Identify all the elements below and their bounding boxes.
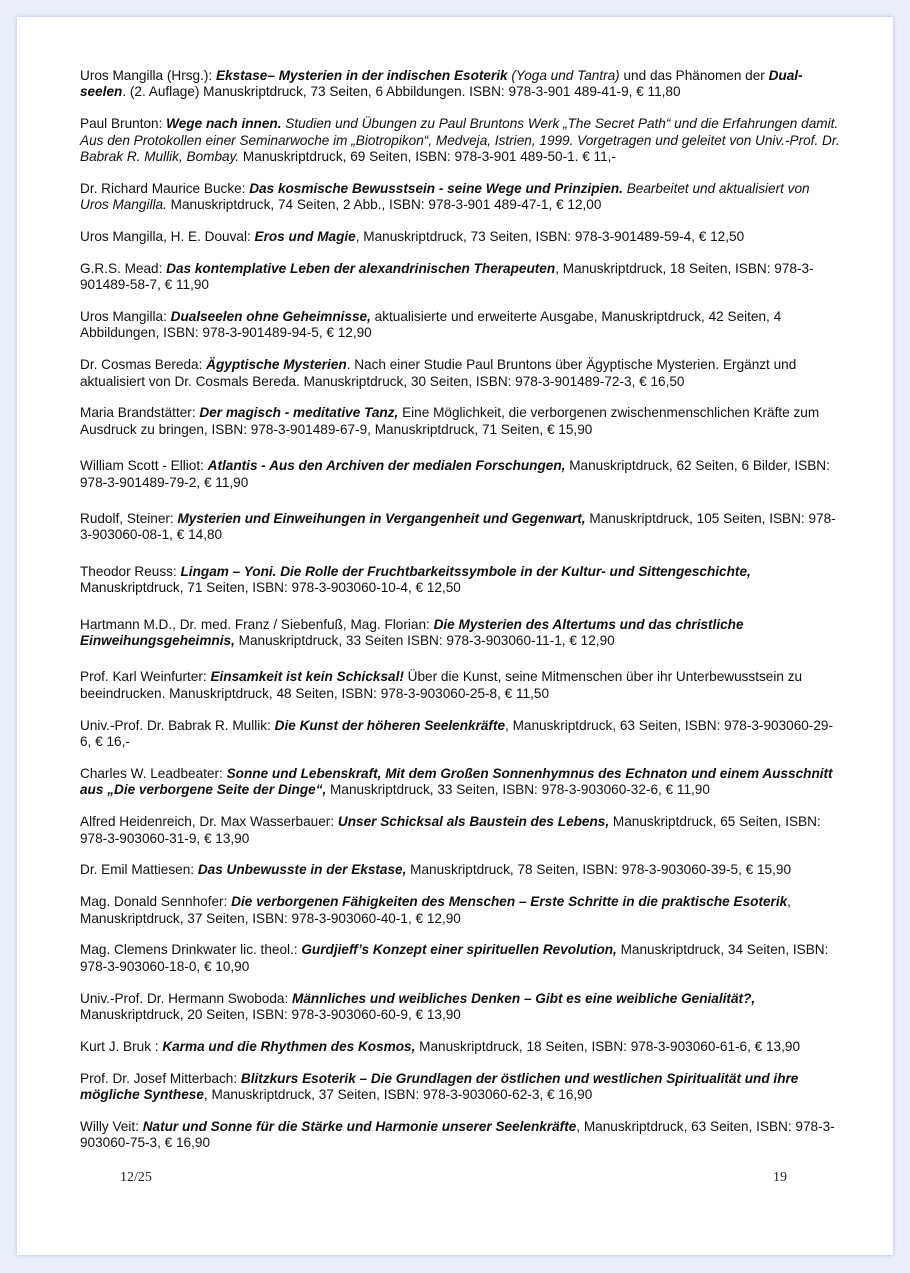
book-entry xyxy=(80,564,840,597)
book-entry xyxy=(80,617,840,650)
entry-details: Manuskriptdruck, 71 Seiten, ISBN: 978-3-903060-10-4, € 12,50 xyxy=(80,580,461,596)
book-list xyxy=(80,68,840,1167)
book-entry xyxy=(80,1119,840,1152)
book-entry xyxy=(80,309,840,342)
entry-title: Lingam – Yoni. Die Rolle der Fruchtbarkeitssymbole in der Kultur- und Sittengeschichte, xyxy=(180,563,751,579)
entry-title: Gurdjieff’s Konzept einer spirituellen Revolution, xyxy=(301,942,617,958)
entry-details: Eine Möglichkeit, die verborgenen zwischenmenschlichen Kräfte zum Ausdruck zu bringen, ISBN: 978-3-901489-67-9, Manuskriptdruck, 71 Seiten, € 15,90 xyxy=(80,405,820,437)
entry-details: , Manuskriptdruck, 18 Seiten, ISBN: 978-3-901489-58-7, € 11,90 xyxy=(80,260,814,293)
entry-title: Sonne und Lebenskraft, Mit dem Großen Sonnenhymnus des Echnaton und einem Ausschnitt aus „Die verborgene Seite der Dinge“, xyxy=(80,765,833,798)
entry-author: Paul Brunton: xyxy=(80,116,167,132)
entry-author: Mag. Clemens Drinkwater lic. theol.: xyxy=(80,942,302,958)
book-entry xyxy=(80,261,840,294)
entry-author: Rudolf, Steiner: xyxy=(80,511,178,527)
entry-author: Univ.-Prof. Dr. Babrak R. Mullik: xyxy=(80,717,275,733)
entry-details: Manuskriptdruck, 20 Seiten, ISBN: 978-3-903060-60-9, € 13,90 xyxy=(80,1006,461,1022)
entry-author: Dr. Richard Maurice Bucke: xyxy=(80,180,250,196)
entry-author: Prof. Karl Weinfurter: xyxy=(80,669,211,685)
entry-author: Uros Mangilla, H. E. Douval: xyxy=(80,229,255,245)
entry-details: , Manuskriptdruck, 63 Seiten, ISBN: 978-3-903060-75-3, € 16,90 xyxy=(80,1118,835,1151)
entry-title: Die verborgenen Fähigkeiten des Menschen – Erste Schritte in die praktische Esoterik xyxy=(231,894,788,910)
entry-details: Manuskriptdruck, 69 Seiten, ISBN: 978-3-901 489-50-1. € 11,- xyxy=(239,149,616,165)
entry-title: Dualseelen ohne Geheimnisse, xyxy=(170,309,371,325)
entry-title: Ekstase– Mysterien in der indischen Esoterik xyxy=(215,68,508,83)
entry-title: Wege nach innen. xyxy=(166,116,282,132)
entry-title: Das Unbewusste in der Ekstase, xyxy=(197,862,407,878)
entry-title: Unser Schicksal als Baustein des Lebens, xyxy=(337,814,610,830)
book-entry xyxy=(80,814,840,847)
entry-details: . Nach einer Studie Paul Bruntons über Ägyptische Mysterien. Ergänzt und aktualisiert von Dr. Cosmals Bereda. Manuskriptdruck, 30 Seiten, ISBN: 978-3-901489-72-3, € 16,50 xyxy=(80,357,797,389)
entry-author: Uros Mangilla (Hrsg.): xyxy=(80,68,216,83)
entry-details: und das Phänomen der xyxy=(619,68,769,83)
entry-details: Manuskriptdruck, 18 Seiten, ISBN: 978-3-903060-61-6, € 13,90 xyxy=(415,1038,801,1054)
book-entry xyxy=(80,942,840,975)
entry-details: Manuskriptdruck, 74 Seiten, 2 Abb., ISBN: 978-3-901 489-47-1, € 12,00 xyxy=(166,197,602,213)
entry-title: Ägyptische Mysterien xyxy=(206,357,347,373)
entry-author: William Scott - Elliot: xyxy=(80,458,208,474)
entry-title: Natur und Sonne für die Stärke und Harmonie unserer Seelenkräfte xyxy=(142,1118,577,1134)
entry-details: , Manuskriptdruck, 37 Seiten, ISBN: 978-3-903060-40-1, € 12,90 xyxy=(80,894,791,926)
entry-author: Willy Veit: xyxy=(80,1118,143,1134)
book-entry xyxy=(80,1039,840,1055)
entry-author: Uros Mangilla: xyxy=(80,309,171,325)
entry-details: Manuskriptdruck, 65 Seiten, ISBN: 978-3-903060-31-9, € 13,90 xyxy=(80,814,821,846)
book-entry xyxy=(80,511,840,544)
entry-title: Eros und Magie xyxy=(254,229,356,245)
page-number: 19 xyxy=(773,1170,787,1185)
entry-author: G.R.S. Mead: xyxy=(80,260,167,276)
entry-note: (Yoga und Tantra) xyxy=(507,68,620,83)
book-entry xyxy=(80,718,840,751)
entry-details: Manuskriptdruck, 105 Seiten, ISBN: 978-3-903060-08-1, € 14,80 xyxy=(80,511,836,543)
entry-title: Das kontemplative Leben der alexandrinischen Therapeuten xyxy=(166,260,556,276)
entry-details: Manuskriptdruck, 33 Seiten, ISBN: 978-3-903060-32-6, € 11,90 xyxy=(326,782,710,798)
entry-author: Theodor Reuss: xyxy=(80,563,181,579)
entry-note: Studien und Übungen zu Paul Bruntons Werk „The Secret Path“ und die Erfahrungen damit. Aus den Protokollen einer Seminarwoche im „Biotropikon“, Medveja, Istrien, 1999. Vorgetragen und geleitet von Univ.-Prof. Dr. Babrak R. Mullik, Bombay. xyxy=(80,116,840,165)
entry-details: , Manuskriptdruck, 63 Seiten, ISBN: 978-3-903060-29-6, € 16,- xyxy=(80,717,833,750)
entry-details: Manuskriptdruck, 62 Seiten, 6 Bilder, ISBN: 978-3-901489-79-2, € 11,90 xyxy=(80,458,830,490)
book-entry xyxy=(80,669,840,702)
book-entry xyxy=(80,229,840,245)
entry-details: Manuskriptdruck, 34 Seiten, ISBN: 978-3-903060-18-0, € 10,90 xyxy=(80,942,829,974)
entry-details: , Manuskriptdruck, 73 Seiten, ISBN: 978-3-901489-59-4, € 12,50 xyxy=(355,229,745,245)
entry-author: Kurt J. Bruk : xyxy=(80,1038,163,1054)
book-entry xyxy=(80,766,840,799)
entry-title-continued: Dual-seelen xyxy=(80,68,803,100)
book-entry xyxy=(80,991,840,1024)
entry-title: Männliches und weibliches Denken – Gibt es eine weibliche Genialität?, xyxy=(292,990,756,1006)
entry-author: Dr. Cosmas Bereda: xyxy=(80,357,207,373)
book-entry xyxy=(80,862,840,878)
entry-title: Das kosmische Bewusstsein - seine Wege und Prinzipien. xyxy=(249,180,623,196)
entry-author: Dr. Emil Mattiesen: xyxy=(80,862,198,878)
entry-title: Die Kunst der höheren Seelenkräfte xyxy=(274,717,506,733)
entry-title: Karma und die Rhythmen des Kosmos, xyxy=(162,1038,416,1054)
entry-details-continued: . (2. Auflage) Manuskriptdruck, 73 Seiten, 6 Abbildungen. ISBN: 978-3-901 489-41-9, € 11,80 xyxy=(122,84,681,100)
book-entry xyxy=(80,894,840,927)
entry-note: Bearbeitet und aktualisiert von Uros Mangilla. xyxy=(80,180,810,213)
entry-details: Über die Kunst, seine Mitmenschen über ihr Unterbewusstsein zu beeindrucken. Manuskriptdruck, 48 Seiten, ISBN: 978-3-903060-25-8, € 11,50 xyxy=(80,669,803,701)
entry-details: , Manuskriptdruck, 37 Seiten, ISBN: 978-3-903060-62-3, € 16,90 xyxy=(203,1086,593,1102)
book-entry xyxy=(80,116,840,165)
entry-author: Univ.-Prof. Dr. Hermann Swoboda: xyxy=(80,990,293,1006)
book-entry xyxy=(80,68,840,101)
entry-title: Die Mysterien des Altertums und das christliche Einweihungsgeheimnis, xyxy=(80,616,744,649)
entry-author: Alfred Heidenreich, Dr. Max Wasserbauer: xyxy=(80,814,338,830)
book-entry xyxy=(80,357,840,390)
entry-author: Maria Brandstätter: xyxy=(80,405,200,421)
entry-author: Hartmann M.D., Dr. med. Franz / Siebenfuß, Mag. Florian: xyxy=(80,616,434,632)
entry-title: Der magisch - meditative Tanz, xyxy=(199,405,399,421)
entry-title: Mysterien und Einweihungen in Vergangenheit und Gegenwart, xyxy=(177,511,586,527)
entry-author: Mag. Donald Sennhofer: xyxy=(80,894,232,910)
entry-details: aktualisierte und erweiterte Ausgabe, Manuskriptdruck, 42 Seiten, 4 Abbildungen, ISBN: 978-3-901489-94-5, € 12,90 xyxy=(80,309,782,341)
book-entry xyxy=(80,181,840,214)
entry-details: Manuskriptdruck, 33 Seiten ISBN: 978-3-903060-11-1, € 12,90 xyxy=(234,633,615,649)
entry-title: Blitzkurs Esoterik – Die Grundlagen der östlichen und westlichen Spiritualität und ihre mögliche Synthese xyxy=(80,1070,799,1102)
entry-title: Einsamkeit ist kein Schicksal! xyxy=(210,669,404,685)
book-entry xyxy=(80,405,840,438)
sheet-number: 12/25 xyxy=(120,1170,152,1185)
entry-author: Prof. Dr. Josef Mitterbach: xyxy=(80,1070,241,1086)
entry-author: Charles W. Leadbeater: xyxy=(80,765,227,781)
entry-title: Atlantis - Aus den Archiven der medialen Forschungen, xyxy=(207,458,566,474)
book-entry xyxy=(80,458,840,491)
document-page xyxy=(17,17,893,1255)
book-entry xyxy=(80,1071,840,1104)
entry-details: Manuskriptdruck, 78 Seiten, ISBN: 978-3-903060-39-5, € 15,90 xyxy=(406,862,792,878)
